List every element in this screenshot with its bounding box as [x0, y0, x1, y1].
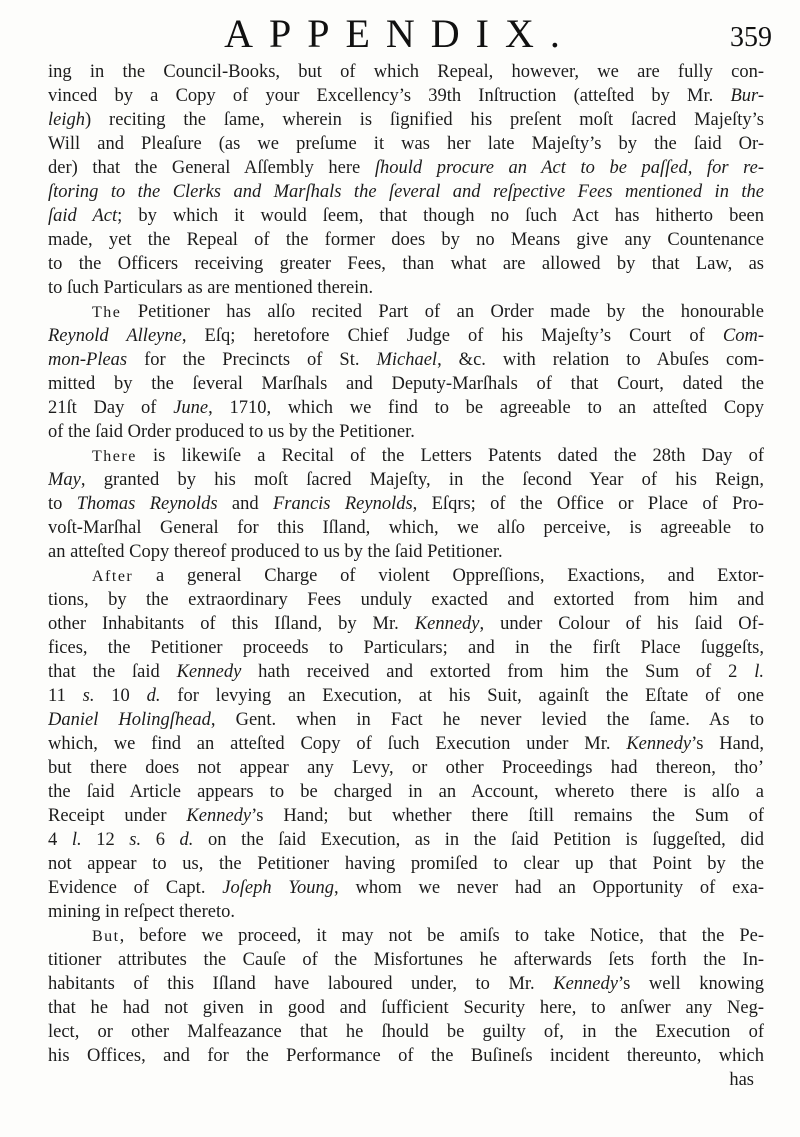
text-line [48, 516, 764, 540]
text-segment: mitted by the ſeveral Marſhals and Deputy-Marſhals of that Court, dated the [48, 374, 764, 394]
italic-text: Joſeph Young [222, 878, 335, 898]
text-line [48, 348, 764, 372]
italic-text: leigh [48, 110, 85, 130]
text-segment: on the ſaid Execution, as in the ſaid Petition is ſuggeſted, did [193, 830, 764, 850]
text-segment: , Gent. when in Fact he never levied the ſame. As to [210, 710, 764, 730]
italic-text: Kennedy [553, 974, 618, 994]
text-segment: Will and Pleaſure (as we preſume it was her late Majeſty’s by the ſaid Or- [48, 134, 764, 154]
text-line [48, 300, 764, 324]
text-segment: , Eſq; heretofore Chief Judge of his Majeſty’s Court of [181, 326, 723, 346]
italic-text: l. [71, 830, 82, 850]
text-line [48, 588, 764, 612]
text-segment: Petitioner has alſo recited Part of an Order made by the honourable [121, 302, 764, 322]
italic-text: Francis Reynolds [272, 494, 413, 514]
text-line [48, 420, 764, 444]
italic-text: ſhould procure an Act to be paſſed, for re- [374, 158, 764, 178]
text-segment: titioner attributes the Cauſe of the Misfortunes he afterwards ſets forth the In- [48, 950, 764, 970]
text-segment: mining in reſpect thereto. [48, 902, 235, 922]
text-line [48, 84, 764, 108]
italic-text: s. [129, 830, 142, 850]
text-segment: made, yet the Repeal of the former does by no Means give any Countenance [48, 230, 764, 250]
catchword [48, 1068, 764, 1092]
italic-text: l. [754, 662, 764, 682]
text-line [48, 396, 764, 420]
italic-text: Michael [376, 350, 438, 370]
text-line [48, 228, 764, 252]
text-line [48, 900, 764, 924]
italic-text: d. [179, 830, 194, 850]
text-segment: 6 [141, 830, 180, 850]
text-segment: is likewiſe a Recital of the Letters Patents dated the 28th Day of [136, 446, 764, 466]
small-caps-text: After [92, 568, 134, 585]
text-segment: the ſaid Article appears to be charged in an Account, whereto there is alſo a [48, 782, 764, 802]
italic-text: mon-Pleas [48, 350, 128, 370]
italic-text: Kennedy [176, 662, 242, 682]
text-segment: Receipt under [48, 806, 187, 826]
small-caps-text: But [92, 928, 120, 945]
text-segment: ) reciting the ſame, wherein is ſignified his preſent moſt ſacred Majeſty’s [85, 110, 764, 130]
text-segment: habitants of this Iſland have laboured under, to Mr. [48, 974, 554, 994]
text-line [48, 180, 764, 204]
text-segment: 21ſt Day of [48, 398, 174, 418]
text-segment: that the ſaid [48, 662, 177, 682]
small-caps-text: The [92, 304, 122, 321]
page-number: 359 [730, 22, 772, 53]
running-head [80, 8, 780, 60]
text-segment: , whom we never had an Opportunity of exa- [334, 878, 764, 898]
text-line [48, 204, 764, 228]
text-segment: which, we find an atteſted Copy of ſuch Execution under Mr. [48, 734, 627, 754]
text-line [48, 132, 764, 156]
text-line [48, 804, 764, 828]
italic-text: Kennedy [626, 734, 692, 754]
text-line [48, 156, 764, 180]
text-segment: an atteſted Copy thereof produced to us by the ſaid Petitioner. [48, 542, 503, 562]
text-segment: for the Precincts of St. [127, 350, 377, 370]
text-segment: to the Officers receiving greater Fees, than what are allowed by that Law, as [48, 254, 764, 274]
text-line [48, 1020, 764, 1044]
text-segment: tions, by the extraordinary Fees unduly exacted and extorted from him and [48, 590, 764, 610]
text-segment: , under Colour of his ſaid Of- [479, 614, 764, 634]
text-segment: , before we proceed, it may not be amiſs to take Notice, that the Pe- [119, 926, 764, 946]
text-line [48, 660, 764, 684]
italic-text: d. [146, 686, 161, 706]
italic-text: June [173, 398, 209, 418]
italic-text: Kennedy [414, 614, 480, 634]
text-segment: ing in the Council-Books, but of which Repeal, however, we are fully con- [48, 62, 764, 82]
text-segment: and [217, 494, 273, 514]
italic-text: Com- [722, 326, 764, 346]
text-segment: , 1710, which we find to be agreeable to an atteſted Copy [208, 398, 764, 418]
text-line [48, 1044, 764, 1068]
text-segment: lect, or other Malfeazance that he ſhould be guilty of, in the Execution of [48, 1022, 764, 1042]
text-line [48, 780, 764, 804]
text-line [48, 636, 764, 660]
text-segment: der) that the General Aſſembly here [48, 158, 375, 178]
text-segment: 12 [81, 830, 130, 850]
italic-text: Daniel Holingſhead [48, 710, 211, 730]
text-segment: ’s Hand, [691, 734, 764, 754]
text-line [48, 540, 764, 564]
text-segment: for levying an Execution, at his Suit, againſt the Eſtate of one [160, 686, 764, 706]
text-segment: Evidence of Capt. [48, 878, 223, 898]
text-segment: vinced by a Copy of your Excellency’s 39th Inſtruction (atteſted by Mr. [48, 86, 731, 106]
text-segment: , granted by his moſt ſacred Majeſty, in the ſecond Year of his Reign, [80, 470, 764, 490]
text-line [48, 444, 764, 468]
italic-text: Bur- [730, 86, 764, 106]
text-line [48, 996, 764, 1020]
text-segment: 4 [48, 830, 72, 850]
text-line [48, 972, 764, 996]
text-line [48, 276, 764, 300]
text-line [48, 372, 764, 396]
text-segment: ; by which it would ſeem, that though no ſuch Act has hitherto been [117, 206, 764, 226]
text-line [48, 684, 764, 708]
italic-text: Reynold Alleyne [48, 326, 182, 346]
text-line [48, 828, 764, 852]
text-segment: to [48, 494, 77, 514]
text-line [48, 924, 764, 948]
text-line [48, 852, 764, 876]
text-line [48, 252, 764, 276]
text-line [48, 948, 764, 972]
text-line [48, 732, 764, 756]
text-segment: 10 [94, 686, 147, 706]
text-segment: voſt-Marſhal General for this Iſland, which, we alſo perceive, is agreeable to [48, 518, 764, 538]
text-line [48, 468, 764, 492]
text-segment: has [729, 1070, 754, 1090]
text-line [48, 756, 764, 780]
italic-text: May [48, 470, 81, 490]
text-line [48, 612, 764, 636]
italic-text: s. [82, 686, 95, 706]
text-segment: fices, the Petitioner proceeds to Particulars; and in the firſt Place ſuggeſts, [48, 638, 764, 658]
text-segment: a general Charge of violent Oppreſſions, Exactions, and Extor- [133, 566, 764, 586]
text-segment: but there does not appear any Levy, or other Proceedings had thereon, tho’ [48, 758, 764, 778]
text-segment: ’s well knowing [617, 974, 764, 994]
italic-text: Kennedy [186, 806, 252, 826]
text-line [48, 60, 764, 84]
text-segment: , Eſqrs; of the Office or Place of Pro- [412, 494, 764, 514]
body-text [48, 60, 764, 1092]
text-line [48, 324, 764, 348]
small-caps-text: There [92, 448, 137, 465]
text-segment: ’s Hand; but whether there ſtill remains the Sum of [251, 806, 764, 826]
text-line [48, 108, 764, 132]
italic-text: ſtoring to the Clerks and Marſhals the ſeveral and reſpective Fees mentioned in the [48, 182, 764, 202]
text-line [48, 708, 764, 732]
text-segment: , &c. with relation to Abuſes com- [437, 350, 764, 370]
text-segment: his Offices, and for the Performance of the Buſineſs incident thereunto, which [48, 1046, 764, 1066]
text-segment: not appear to us, the Petitioner having promiſed to clear up that Point by the [48, 854, 764, 874]
italic-text: ſaid Act [48, 206, 118, 226]
text-line [48, 876, 764, 900]
text-segment: that he had not given in good and ſufficient Security here, to anſwer any Neg- [48, 998, 764, 1018]
text-segment: hath received and extorted from him the Sum of 2 [241, 662, 755, 682]
running-head-title: APPENDIX. [224, 11, 576, 56]
text-segment: other Inhabitants of this Iſland, by Mr. [48, 614, 415, 634]
text-segment: of the ſaid Order produced to us by the Petitioner. [48, 422, 415, 442]
text-segment: to ſuch Particulars as are mentioned therein. [48, 278, 374, 298]
italic-text: Thomas Reynolds [76, 494, 218, 514]
text-line [48, 564, 764, 588]
text-line [48, 492, 764, 516]
text-segment: 11 [48, 686, 83, 706]
